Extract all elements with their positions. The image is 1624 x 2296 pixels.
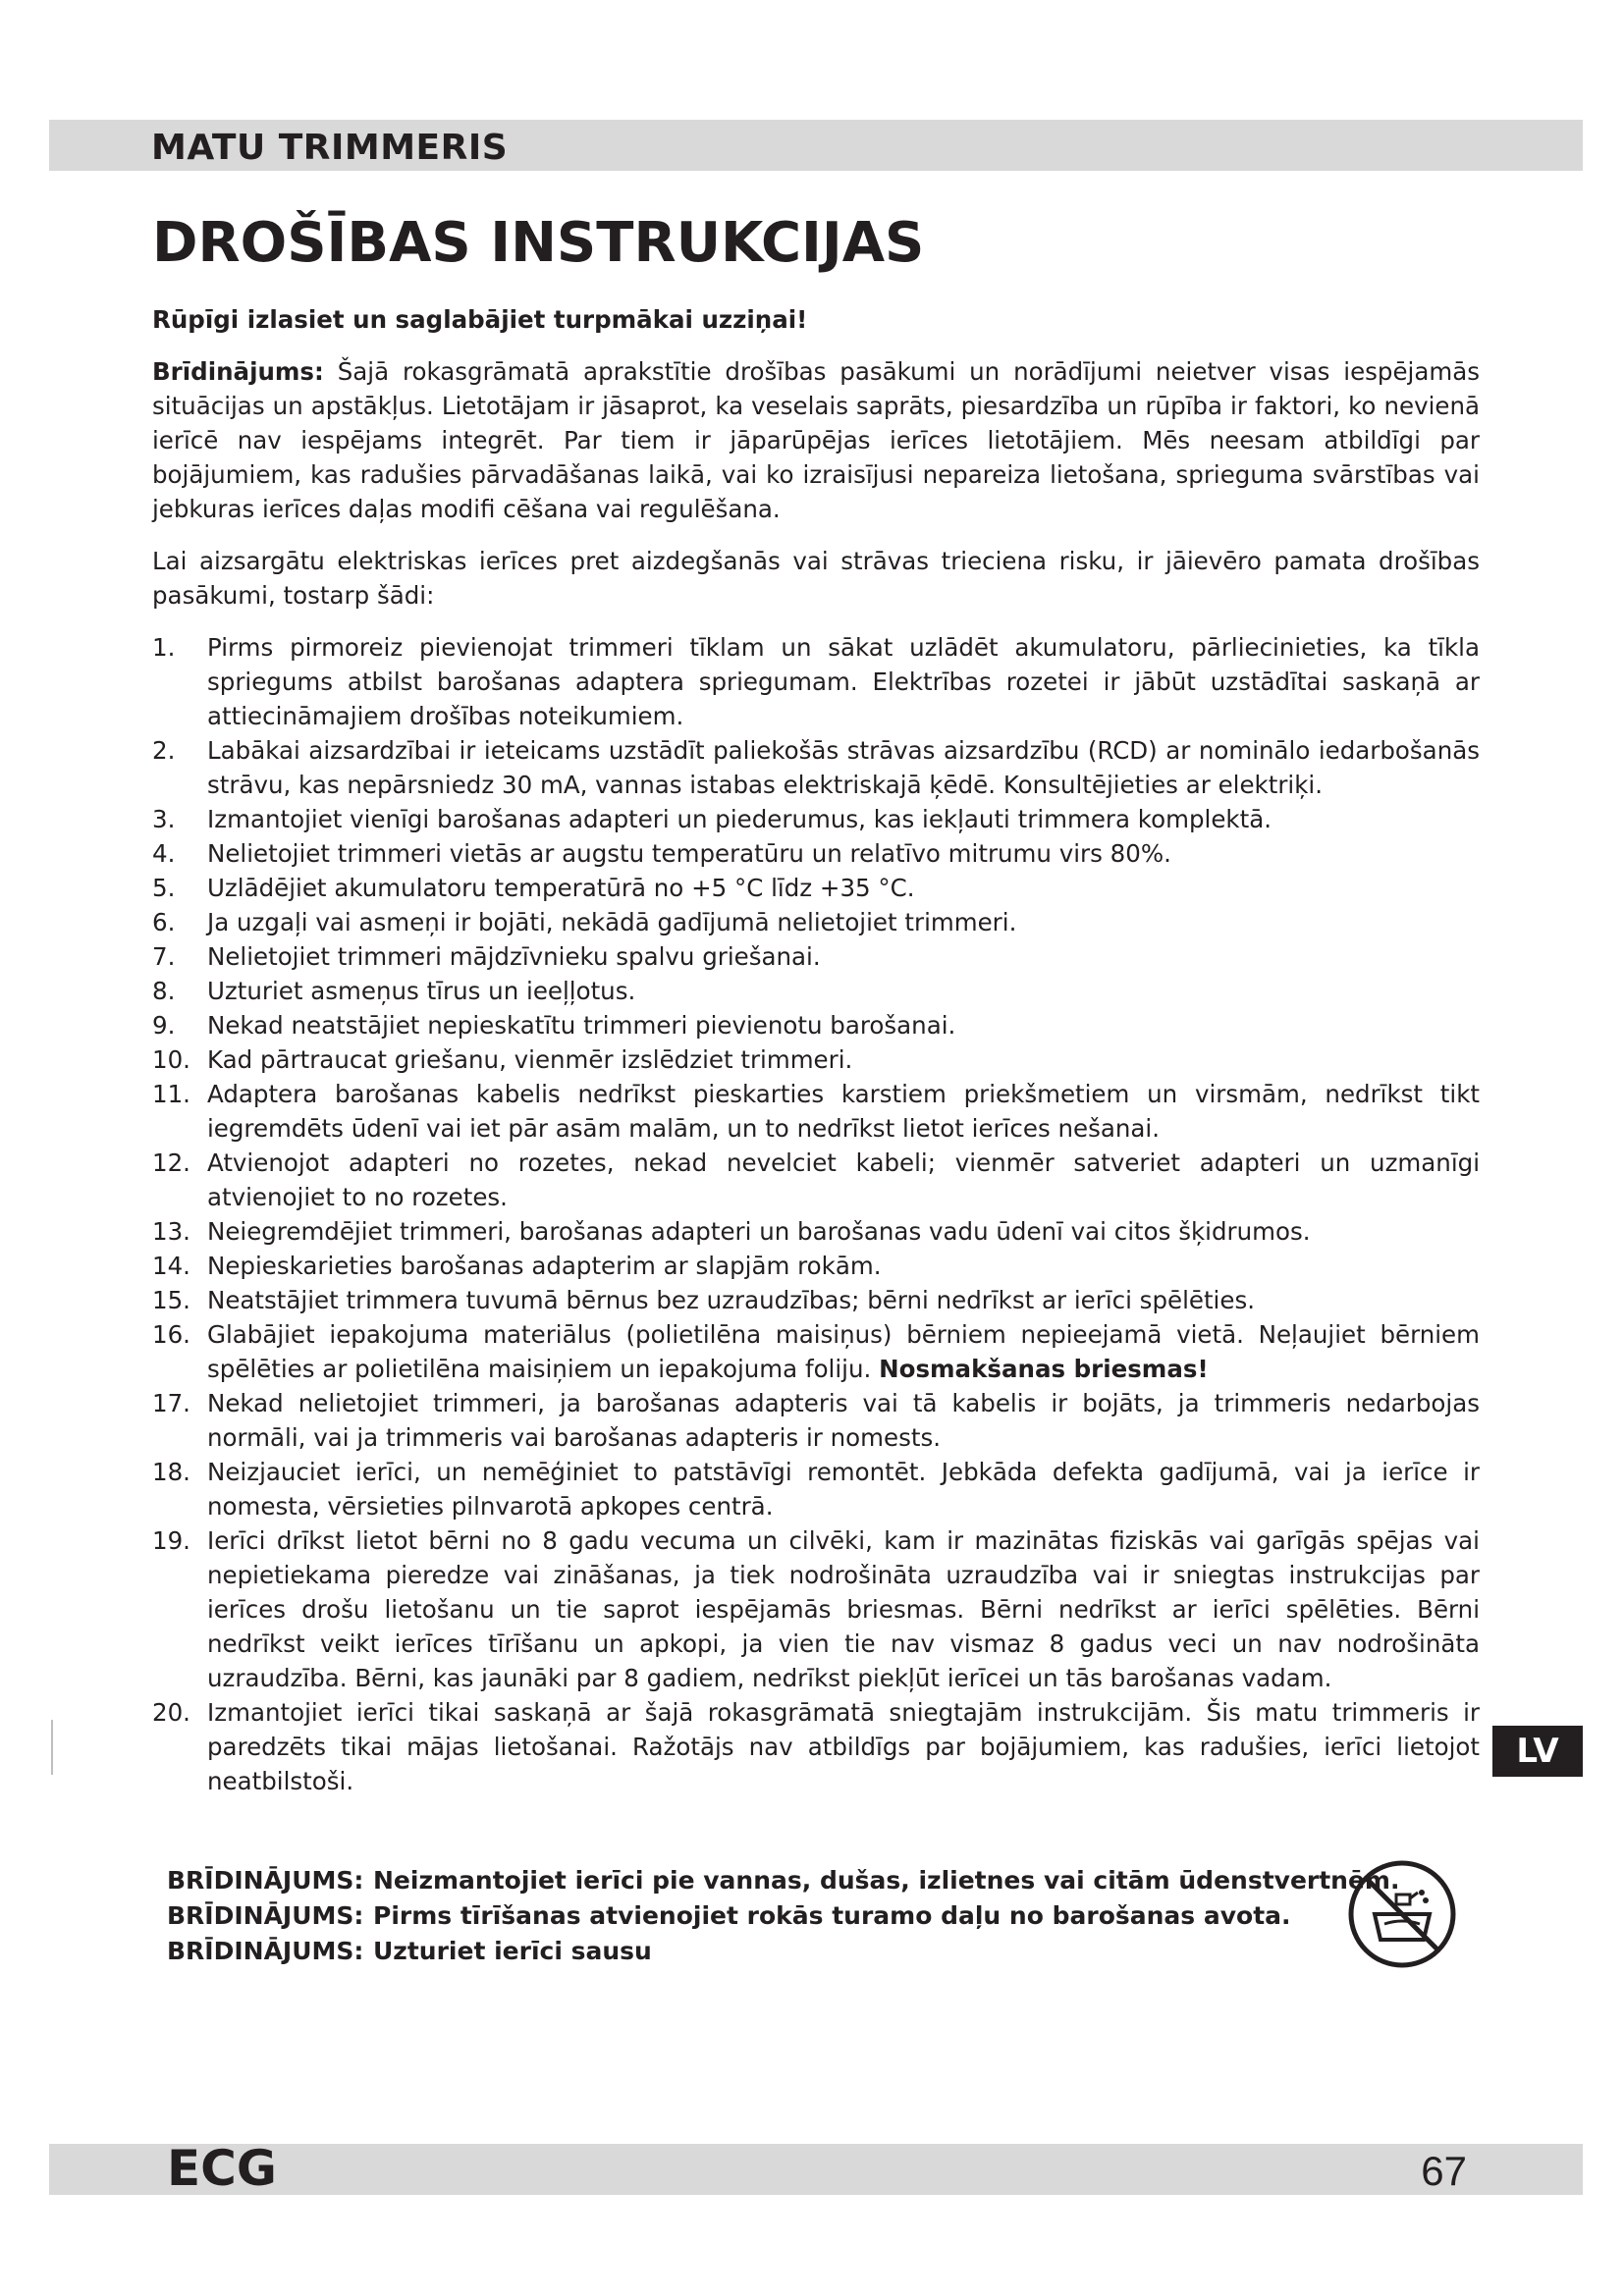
warning-paragraph <box>152 354 1480 526</box>
page-number: 67 <box>1421 2148 1467 2194</box>
list-item <box>152 939 1480 974</box>
list-item-text: Nekad nelietojiet trimmeri, ja barošanas adapteris vai tā kabelis ir bojāts, ja trimmeris nedarbojas normāli, vai ja trimmeris vai barošanas adapteris ir nomests. <box>207 1389 1480 1452</box>
list-item-text: Neizjauciet ierīci, un nemēģiniet to patstāvīgi remontēt. Jebkāda defekta gadījumā, vai ja ierīce ir nomesta, vērsieties pilnvarotā apkopes centrā. <box>207 1458 1480 1521</box>
list-item-number: 8. <box>152 977 176 1005</box>
lead-paragraph: Lai aizsargātu elektriskas ierīces pret aizdegšanās vai strāvas trieciena risku, ir jāievēro pamata drošības pasākumi, tostarp šādi: <box>152 547 1480 610</box>
list-item <box>152 1077 1480 1146</box>
list-item <box>152 630 1480 733</box>
no-water-icon <box>1345 1857 1459 1971</box>
list-item-text: Nelietojiet trimmeri mājdzīvnieku spalvu griešanai. <box>207 942 821 971</box>
warning-paragraph-label: Brīdinājums: <box>152 357 324 386</box>
list-item <box>152 1008 1480 1042</box>
list-item-text: Adaptera barošanas kabelis nedrīkst pieskarties karstiem priekšmetiem un virsmām, nedrīkst tikt iegremdēts ūdenī vai iet pār asām malām, un to nedrīkst lietot ierīces nešanai. <box>207 1080 1480 1143</box>
list-item <box>152 1214 1480 1249</box>
list-item <box>152 1523 1480 1695</box>
list-item <box>152 1695 1480 1798</box>
list-item-number: 4. <box>152 839 176 868</box>
list-item-number: 5. <box>152 874 176 902</box>
warning-label: BRĪDINĀJUMS: <box>167 1901 364 1930</box>
ecg-logo: ECG <box>167 2140 277 2197</box>
main-content <box>152 302 1480 1798</box>
warning-paragraph-text: Šajā rokasgrāmatā aprakstītie drošības pasākumi un norādījumi neietver visas iespējamās situācijas un apstākļus. Lietotājam ir jāsaprot, ka veselais saprāts, piesardzība un rūpība ir faktori, ko nevienā ierīcē nav iespējams integrēt. Par tiem ir jāparūpējas ierīces lietotājiem. Mēs neesam atbildīgi par bojājumiem, kas radušies pārvadāšanas laikā, vai ko izraisījusi nepareiza lietošana, sprieguma svārstības vai jebkuras ierīces daļas modifi cēšana vai regulēšana. <box>152 357 1480 523</box>
list-item-number: 1. <box>152 633 176 662</box>
list-item-text: Nelietojiet trimmeri vietās ar augstu temperatūru un relatīvo mitrumu virs 80%. <box>207 839 1171 868</box>
language-tab: LV <box>1492 1726 1583 1777</box>
list-item <box>152 974 1480 1008</box>
warning-text: Pirms tīrīšanas atvienojiet rokās turamo daļu no barošanas avota. <box>373 1901 1291 1930</box>
list-item-number: 6. <box>152 908 176 936</box>
list-item-text: Nekad neatstājiet nepieskatītu trimmeri pievienotu barošanai. <box>207 1011 956 1040</box>
list-item-text: Labākai aizsardzībai ir ieteicams uzstādīt paliekošās strāvas aizsardzību (RCD) ar nominālo iedarbošanās strāvu, kas nepārsniedz 30 mA, vannas istabas elektriskajā ķēdē. Konsultējieties ar elektriķi. <box>207 736 1480 799</box>
warning-row <box>167 1863 1399 1898</box>
list-item-number: 2. <box>152 736 176 765</box>
list-item-number: 3. <box>152 805 176 833</box>
list-item-number: 14. <box>152 1252 190 1280</box>
list-item <box>152 802 1480 836</box>
list-item <box>152 733 1480 802</box>
list-item-number: 18. <box>152 1458 190 1486</box>
list-item-number: 12. <box>152 1148 190 1177</box>
list-item-number: 7. <box>152 942 176 971</box>
list-item <box>152 1386 1480 1455</box>
list-item-number: 19. <box>152 1526 190 1555</box>
list-item-text: Neiegremdējiet trimmeri, barošanas adapteri un barošanas vadu ūdenī vai citos šķidrumos. <box>207 1217 1311 1246</box>
list-item-text: Izmantojiet ierīci tikai saskaņā ar šajā rokasgrāmatā sniegtajām instrukcijām. Šis matu trimmeris ir paredzēts tikai mājas lietošanai. Ražotājs nav atbildīgs par bojājumiem, kas radušies, ierīci lietojot neatbilstoši. <box>207 1698 1480 1795</box>
list-item-number: 10. <box>152 1045 190 1074</box>
list-item-number: 9. <box>152 1011 176 1040</box>
list-item-number: 13. <box>152 1217 190 1246</box>
list-item-number: 11. <box>152 1080 190 1108</box>
list-item <box>152 836 1480 871</box>
list-item <box>152 871 1480 905</box>
list-item-text: Pirms pirmoreiz pievienojat trimmeri tīklam un sākat uzlādēt akumulatoru, pārliecinieties, ka tīkla spriegums atbilst barošanas adaptera spriegumam. Elektrības rozetei ir jābūt uzstādītai saskaņā ar attiecināmajiem drošības noteikumiem. <box>207 633 1480 730</box>
list-item-number: 17. <box>152 1389 190 1417</box>
list-item-text: Uzlādējiet akumulatoru temperatūrā no +5 °C līdz +35 °C. <box>207 874 915 902</box>
list-item <box>152 1283 1480 1317</box>
list-item-number: 16. <box>152 1320 190 1349</box>
list-item <box>152 1249 1480 1283</box>
list-item-text: Neatstājiet trimmera tuvumā bērnus bez uzraudzības; bērni nedrīkst ar ierīci spēlēties. <box>207 1286 1255 1314</box>
list-item-number: 20. <box>152 1698 190 1727</box>
list-item-emphasis: Nosmakšanas briesmas! <box>879 1355 1209 1383</box>
warning-label: BRĪDINĀJUMS: <box>167 1937 364 1965</box>
footer-bar <box>49 2140 1583 2197</box>
margin-mark <box>51 1720 53 1775</box>
list-item <box>152 905 1480 939</box>
list-item-text: Kad pārtraucat griešanu, vienmēr izslēdziet trimmeri. <box>207 1045 853 1074</box>
safety-instructions-list <box>152 630 1480 1798</box>
warning-text: Uzturiet ierīci sausu <box>373 1937 652 1965</box>
section-title: MATU TRIMMERIS <box>151 128 509 168</box>
page-title: DROŠĪBAS INSTRUKCIJAS <box>152 211 925 275</box>
warning-label: BRĪDINĀJUMS: <box>167 1866 364 1895</box>
list-item-text: Ja uzgaļi vai asmeņi ir bojāti, nekādā gadījumā nelietojiet trimmeri. <box>207 908 1017 936</box>
list-item-text: Glabājiet iepakojuma materiālus (polietilēna maisiņus) bērniem nepieejamā vietā. Neļaujiet bērniem spēlēties ar polietilēna maisiņiem un iepakojuma foliju. <box>207 1320 1480 1383</box>
list-item-number: 15. <box>152 1286 190 1314</box>
list-item-text: Nepieskarieties barošanas adapterim ar slapjām rokām. <box>207 1252 882 1280</box>
header-bar <box>49 120 1583 171</box>
list-item <box>152 1042 1480 1077</box>
list-item-text: Ierīci drīkst lietot bērni no 8 gadu vecuma un cilvēki, kam ir mazinātas fiziskās vai garīgās spējas vai nepietiekama pieredze vai zināšanas, ja tiek nodrošināta uzraudzība vai ir sniegtas instrukcijas par ierīces drošu lietošanu un tie saprot iespējamās briesmas. Bērni nedrīkst ar ierīci spēlēties. Bērni nedrīkst veikt ierīces tīrīšanu un apkopi, ja vien tie nav vismaz 8 gadus veci un nav nodrošināta uzraudzība. Bērni, kas jaunāki par 8 gadiem, nedrīkst piekļūt ierīcei un tās barošanas vadam. <box>207 1526 1480 1692</box>
list-item <box>152 1317 1480 1386</box>
intro-text: Rūpīgi izlasiet un saglabājiet turpmākai uzziņai! <box>152 305 808 334</box>
warnings-block <box>167 1863 1399 1969</box>
warning-row <box>167 1898 1399 1934</box>
list-item-text: Uzturiet asmeņus tīrus un ieeļļotus. <box>207 977 636 1005</box>
warning-text: Neizmantojiet ierīci pie vannas, dušas, izlietnes vai citām ūdenstvertnēm. <box>373 1866 1400 1895</box>
list-item <box>152 1455 1480 1523</box>
list-item <box>152 1146 1480 1214</box>
list-item-text: Izmantojiet vienīgi barošanas adapteri un piederumus, kas iekļauti trimmera komplektā. <box>207 805 1272 833</box>
warning-row <box>167 1934 1399 1969</box>
list-item-text: Atvienojot adapteri no rozetes, nekad nevelciet kabeli; vienmēr satveriet adapteri un uzmanīgi atvienojiet to no rozetes. <box>207 1148 1480 1211</box>
